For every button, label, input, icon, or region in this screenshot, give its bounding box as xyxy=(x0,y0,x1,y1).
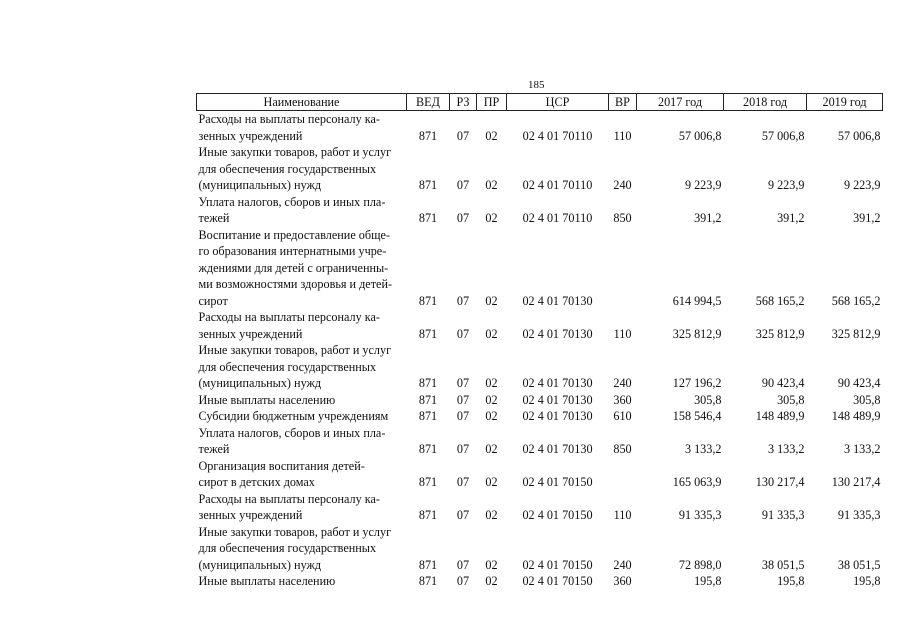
cell-2018: 9 223,9 xyxy=(767,178,805,192)
table-row xyxy=(197,458,883,491)
cell-vr: 610 xyxy=(613,409,632,423)
cell-pr: 02 xyxy=(485,211,498,225)
cell-csr: 02 4 01 70130 xyxy=(522,293,593,308)
cell-ved: 871 xyxy=(418,392,438,407)
row-name-line: ждениями для детей с ограниченны- xyxy=(198,260,389,275)
cell-2019: 38 051,5 xyxy=(837,557,881,572)
table-row xyxy=(197,144,883,194)
cell-pr: 02 xyxy=(485,326,498,341)
row-name-line: Иные выплаты населению xyxy=(198,574,336,588)
table-row xyxy=(197,111,883,145)
row-name xyxy=(197,408,407,425)
cell-vr: 360 xyxy=(613,574,632,588)
cell-ved: 871 xyxy=(418,326,438,341)
row-name-line: Иные закупки товаров, работ и услуг xyxy=(198,524,392,539)
cell-2019: 90 423,4 xyxy=(837,376,881,390)
cell-2018: 195,8 xyxy=(777,574,805,588)
cell-2017: 57 006,8 xyxy=(678,128,722,143)
row-name-line: зенных учреждений xyxy=(198,128,303,143)
cell-ved: 871 xyxy=(418,128,438,143)
row-name-line: сирот xyxy=(198,293,228,308)
cell-vr xyxy=(609,458,637,491)
cell-ved: 871 xyxy=(418,574,438,588)
cell-vr: 240 xyxy=(613,178,632,192)
cell-rz: 07 xyxy=(456,574,470,588)
cell-rz: 07 xyxy=(456,557,470,572)
cell-pr: 02 xyxy=(485,574,498,588)
cell-2017: 9 223,9 xyxy=(684,178,722,192)
row-name xyxy=(197,111,407,145)
cell-ved: 871 xyxy=(418,211,438,225)
row-name-line: Иные закупки товаров, работ и услуг xyxy=(198,145,392,159)
table-header xyxy=(197,94,883,111)
row-name-line: Иные закупки товаров, работ и услуг xyxy=(198,343,392,357)
row-name-line: зенных учреждений xyxy=(198,326,303,341)
cell-csr: 02 4 01 70110 xyxy=(522,211,593,225)
cell-2017: 325 812,9 xyxy=(672,326,722,341)
cell-2017: 305,8 xyxy=(694,392,722,407)
row-name-line: зенных учреждений xyxy=(198,508,303,522)
cell-vr: 240 xyxy=(613,376,632,390)
row-name-line: для обеспечения государственных xyxy=(198,359,377,374)
table-row xyxy=(197,425,883,458)
header-vr: ВР xyxy=(609,94,637,111)
cell-vr: 360 xyxy=(613,392,632,407)
cell-2019: 325 812,9 xyxy=(831,326,881,341)
row-name-line: Расходы на выплаты персоналу ка- xyxy=(198,112,380,126)
cell-2019: 148 489,9 xyxy=(831,409,881,423)
cell-ved: 871 xyxy=(418,409,438,423)
cell-2017: 127 196,2 xyxy=(672,376,722,390)
row-name-line: (муниципальных) нужд xyxy=(198,557,322,572)
cell-2018: 325 812,9 xyxy=(755,326,805,341)
row-name-line: (муниципальных) нужд xyxy=(198,178,322,192)
cell-2017: 158 546,4 xyxy=(672,409,722,423)
row-name-line: Организация воспитания детей- xyxy=(198,458,365,473)
page-number: 185 xyxy=(528,79,545,91)
row-name xyxy=(197,342,407,392)
header-2019: 2019 год xyxy=(807,94,883,111)
header-2017: 2017 год xyxy=(637,94,724,111)
cell-2018: 391,2 xyxy=(777,211,805,225)
cell-csr: 02 4 01 70110 xyxy=(522,128,593,143)
row-name xyxy=(197,309,407,342)
cell-csr: 02 4 01 70110 xyxy=(522,178,593,192)
cell-ved: 871 xyxy=(418,557,438,572)
cell-2019: 195,8 xyxy=(853,574,881,588)
row-name-line: Расходы на выплаты персоналу ка- xyxy=(198,491,380,506)
cell-vr: 110 xyxy=(613,508,632,522)
table-body xyxy=(197,111,883,590)
cell-vr: 110 xyxy=(613,326,632,341)
cell-pr: 02 xyxy=(485,475,498,489)
cell-csr: 02 4 01 70150 xyxy=(522,475,593,489)
row-name-line: Уплата налогов, сборов и иных пла- xyxy=(198,194,386,209)
row-name-line: Расходы на выплаты персоналу ка- xyxy=(198,310,380,324)
row-name xyxy=(197,227,407,310)
cell-ved: 871 xyxy=(418,376,438,390)
cell-ved: 871 xyxy=(418,442,438,456)
cell-csr: 02 4 01 70150 xyxy=(522,557,593,572)
table-row xyxy=(197,573,883,590)
table-row xyxy=(197,408,883,425)
header-row xyxy=(197,94,883,111)
cell-2018: 57 006,8 xyxy=(761,128,805,143)
cell-2019: 391,2 xyxy=(853,211,881,225)
cell-pr: 02 xyxy=(485,178,498,192)
row-name-line: тежей xyxy=(198,442,230,456)
table-row xyxy=(197,194,883,227)
row-name-line: тежей xyxy=(198,211,230,225)
cell-pr: 02 xyxy=(485,392,498,407)
cell-vr: 850 xyxy=(613,442,632,456)
cell-pr: 02 xyxy=(485,376,498,390)
table-row xyxy=(197,491,883,524)
cell-csr: 02 4 01 70150 xyxy=(522,508,593,522)
cell-vr: 110 xyxy=(613,128,632,143)
row-name xyxy=(197,194,407,227)
header-rz: РЗ xyxy=(450,94,477,111)
cell-2018: 91 335,3 xyxy=(761,508,805,522)
cell-rz: 07 xyxy=(456,326,470,341)
cell-2019: 91 335,3 xyxy=(837,508,881,522)
cell-pr: 02 xyxy=(485,508,498,522)
cell-2019: 305,8 xyxy=(853,392,881,407)
cell-pr: 02 xyxy=(485,442,498,456)
header-ved: ВЕД xyxy=(407,94,450,111)
cell-rz: 07 xyxy=(456,293,470,308)
table-row xyxy=(197,309,883,342)
row-name-line: для обеспечения государственных xyxy=(198,161,377,176)
cell-csr: 02 4 01 70130 xyxy=(522,442,593,456)
cell-2018: 305,8 xyxy=(777,392,805,407)
row-name-line: Иные выплаты населению xyxy=(198,392,336,407)
cell-csr: 02 4 01 70150 xyxy=(522,574,593,588)
cell-2018: 3 133,2 xyxy=(767,442,805,456)
row-name-line: (муниципальных) нужд xyxy=(198,376,322,390)
table-row xyxy=(197,227,883,310)
cell-2019: 9 223,9 xyxy=(843,178,881,192)
row-name-line: го образования интернатными учре- xyxy=(198,244,387,258)
row-name-line: ми возможностями здоровья и детей- xyxy=(198,277,393,291)
cell-2018: 130 217,4 xyxy=(755,475,805,489)
cell-2018: 38 051,5 xyxy=(761,557,805,572)
cell-2017: 614 994,5 xyxy=(672,293,722,308)
cell-2019: 3 133,2 xyxy=(843,442,881,456)
cell-csr: 02 4 01 70130 xyxy=(522,376,593,390)
header-2018: 2018 год xyxy=(724,94,807,111)
table-row xyxy=(197,524,883,574)
cell-rz: 07 xyxy=(456,211,470,225)
cell-rz: 07 xyxy=(456,409,470,423)
row-name-line: сирот в детских домах xyxy=(198,475,315,489)
cell-2019: 568 165,2 xyxy=(831,293,881,308)
cell-pr: 02 xyxy=(485,557,498,572)
cell-vr xyxy=(609,227,637,310)
cell-rz: 07 xyxy=(456,442,470,456)
cell-ved: 871 xyxy=(418,508,438,522)
cell-2019: 130 217,4 xyxy=(831,475,881,489)
cell-ved: 871 xyxy=(418,293,438,308)
cell-csr: 02 4 01 70130 xyxy=(522,392,593,407)
cell-pr: 02 xyxy=(485,409,498,423)
cell-vr: 240 xyxy=(613,557,632,572)
cell-csr: 02 4 01 70130 xyxy=(522,409,593,423)
header-pr: ПР xyxy=(477,94,507,111)
row-name-line: Уплата налогов, сборов и иных пла- xyxy=(198,425,386,440)
row-name-line: Субсидии бюджетным учреждениям xyxy=(198,409,389,423)
cell-rz: 07 xyxy=(456,475,470,489)
row-name xyxy=(197,573,407,590)
table-row xyxy=(197,342,883,392)
row-name xyxy=(197,458,407,491)
header-name: Наименование xyxy=(197,94,407,111)
row-name-line: Воспитание и предоставление обще- xyxy=(198,227,390,242)
cell-rz: 07 xyxy=(456,508,470,522)
table-row xyxy=(197,392,883,409)
cell-2017: 91 335,3 xyxy=(678,508,722,522)
cell-vr: 850 xyxy=(613,211,632,225)
budget-table xyxy=(196,93,883,590)
cell-ved: 871 xyxy=(418,475,438,489)
cell-csr: 02 4 01 70130 xyxy=(522,326,593,341)
row-name-line: для обеспечения государственных xyxy=(198,541,377,555)
row-name xyxy=(197,425,407,458)
cell-2018: 568 165,2 xyxy=(755,293,805,308)
cell-pr: 02 xyxy=(485,293,498,308)
row-name xyxy=(197,524,407,574)
cell-rz: 07 xyxy=(456,128,470,143)
cell-2018: 90 423,4 xyxy=(761,376,805,390)
cell-2017: 3 133,2 xyxy=(684,442,722,456)
cell-rz: 07 xyxy=(456,178,470,192)
cell-pr: 02 xyxy=(485,128,498,143)
row-name xyxy=(197,144,407,194)
cell-2017: 72 898,0 xyxy=(678,557,722,572)
cell-2018: 148 489,9 xyxy=(755,409,805,423)
cell-2017: 165 063,9 xyxy=(672,475,722,489)
cell-2017: 195,8 xyxy=(694,574,722,588)
cell-2017: 391,2 xyxy=(694,211,722,225)
cell-2019: 57 006,8 xyxy=(837,128,881,143)
row-name xyxy=(197,491,407,524)
header-csr: ЦСР xyxy=(507,94,609,111)
cell-ved: 871 xyxy=(418,178,438,192)
cell-rz: 07 xyxy=(456,392,470,407)
row-name xyxy=(197,392,407,409)
cell-rz: 07 xyxy=(456,376,470,390)
